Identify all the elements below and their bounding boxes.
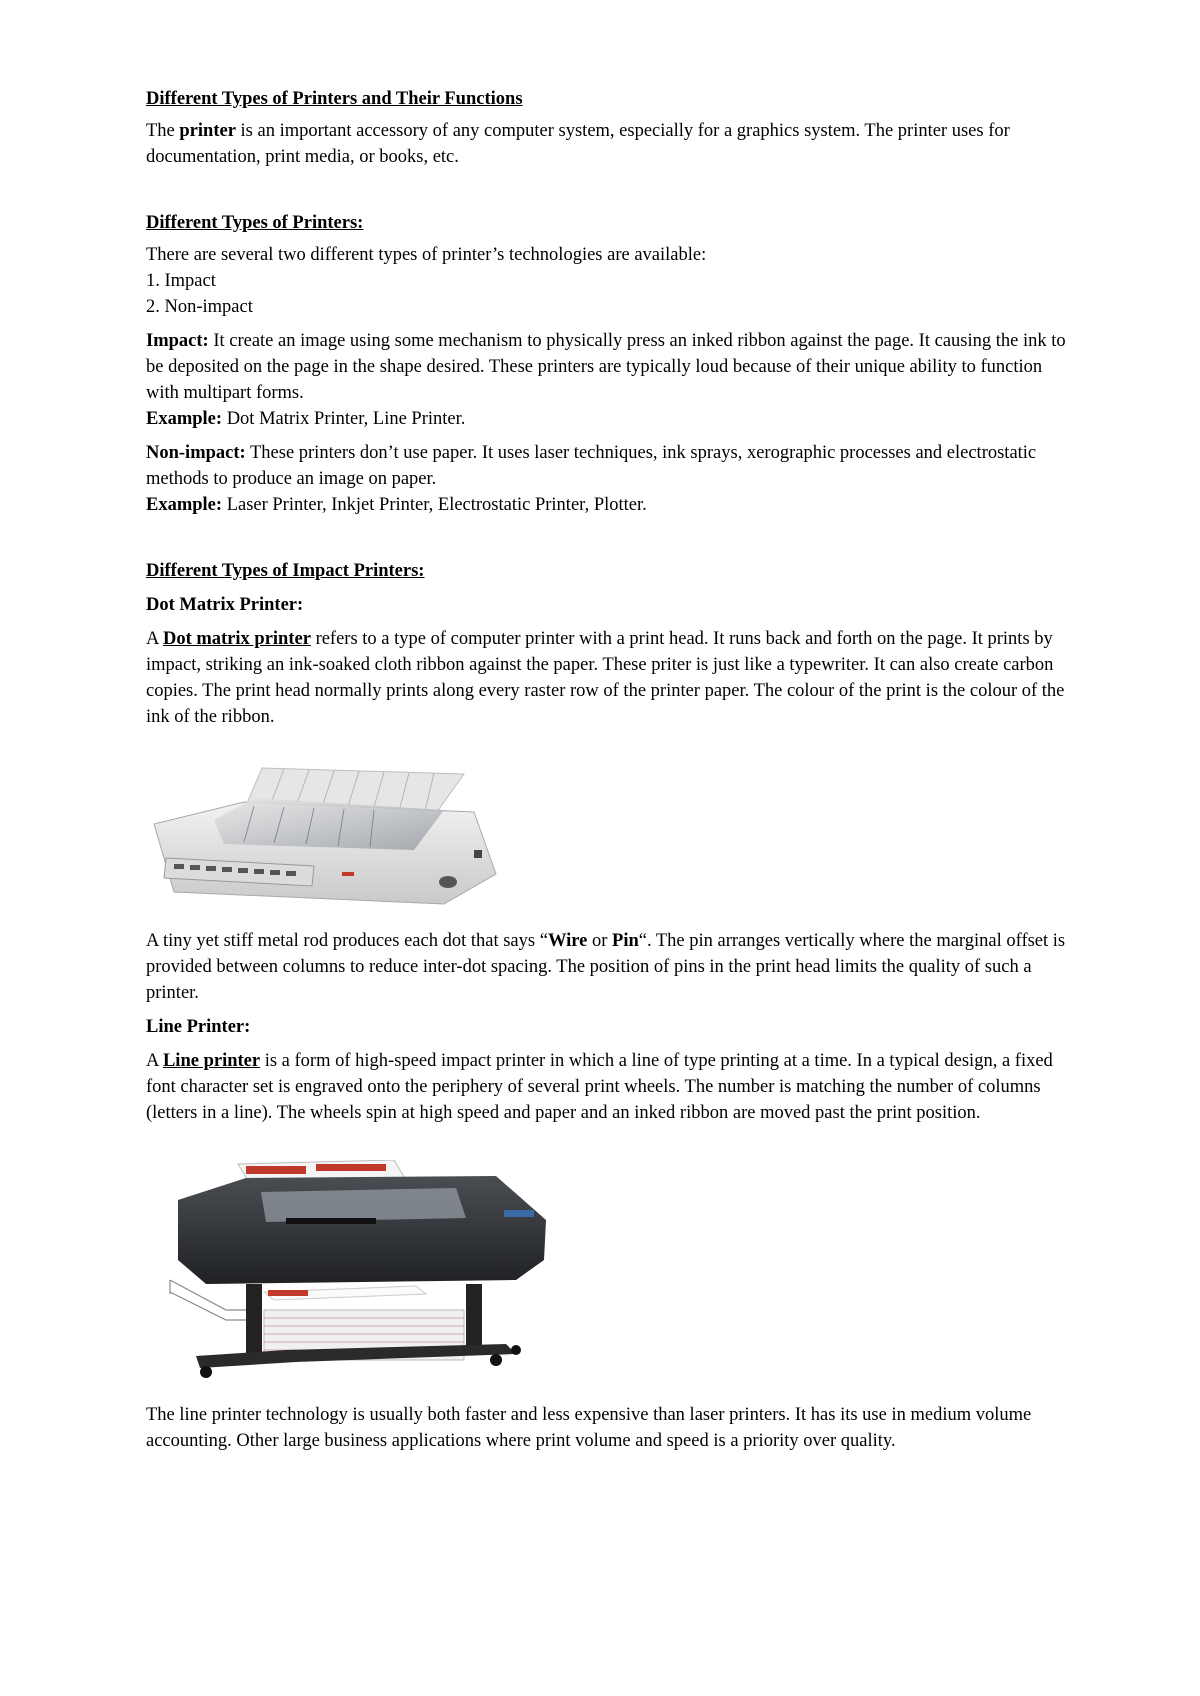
document-title: Different Types of Printers and Their Functions [146,89,523,109]
dot-matrix-printer-illustration [144,754,516,906]
line-printer-after-paragraph: The line printer technology is usually both faster and less expensive than laser printers. It has its use in medium volume accounting. Other large business applications where print volume and speed is a priority over quality. [146,1405,1032,1451]
dot-matrix-after-paragraph: A tiny yet stiff metal rod produces each dot that says “Wire or Pin“. The pin arranges vertically where the marginal offset is provided between columns to reduce inter-dot spacing. The position of pins in the print head limits the quality of such a printer. [146,931,1066,1003]
line-printer-paragraph: A Line printer is a form of high-speed impact printer in which a line of type printing at a time. In a typical design, a fixed font character set is engraved onto the periphery of several print wheels. The number is matching the number of columns (letters in a line). The wheels spin at high speed and paper and an inked ribbon are moved past the print position. [146,1051,1053,1123]
types-item-1: 1. Impact [146,271,216,291]
types-heading: Different Types of Printers: [146,213,364,233]
impact-paragraph: Impact: It create an image using some mechanism to physically press an inked ribbon against the page. It causing the ink to be deposited on the page in the shape desired. These printers are typically loud because of their unique ability to function with multipart forms. Example: Dot Matrix Printer, Line Printer. [146,331,1066,429]
dot-matrix-paragraph: A Dot matrix printer refers to a type of computer printer with a print head. It runs back and forth on the page. It prints by impact, striking an ink-soaked cloth ribbon against the paper. These priter is just like a typewriter. It can also create carbon copies. The print head normally prints along every raster row of the printer paper. The colour of the print is the colour of the ink of the ribbon. [146,629,1065,727]
line-printer-link[interactable]: Line printer [162,1051,261,1071]
intro-bold-term: printer [179,121,236,141]
line-printer-image [166,1160,566,1380]
types-lead: There are several two different types of printer’s technologies are available: [146,245,707,265]
types-item-2: 2. Non-impact [146,297,253,317]
impact-printers-heading: Different Types of Impact Printers: [146,561,425,581]
dot-matrix-link[interactable]: Dot matrix printer [162,629,311,649]
nonimpact-paragraph: Non-impact: These printers don’t use paper. It uses laser techniques, ink sprays, xerographic processes and electrostatic methods to produce an image on paper. Example: Laser Printer, Inkjet Printer, Electrostatic Printer, Plotter. [146,443,1037,515]
line-printer-illustration [166,1160,566,1380]
dot-matrix-subheading: Dot Matrix Printer: [146,595,304,615]
line-printer-subheading: Line Printer: [146,1017,251,1037]
intro-paragraph: The printer is an important accessory of any computer system, especially for a graphics system. The printer uses for documentation, print media, or books, etc. [146,121,1010,167]
dot-matrix-printer-image [144,754,516,906]
document-page [146,86,1076,1454]
